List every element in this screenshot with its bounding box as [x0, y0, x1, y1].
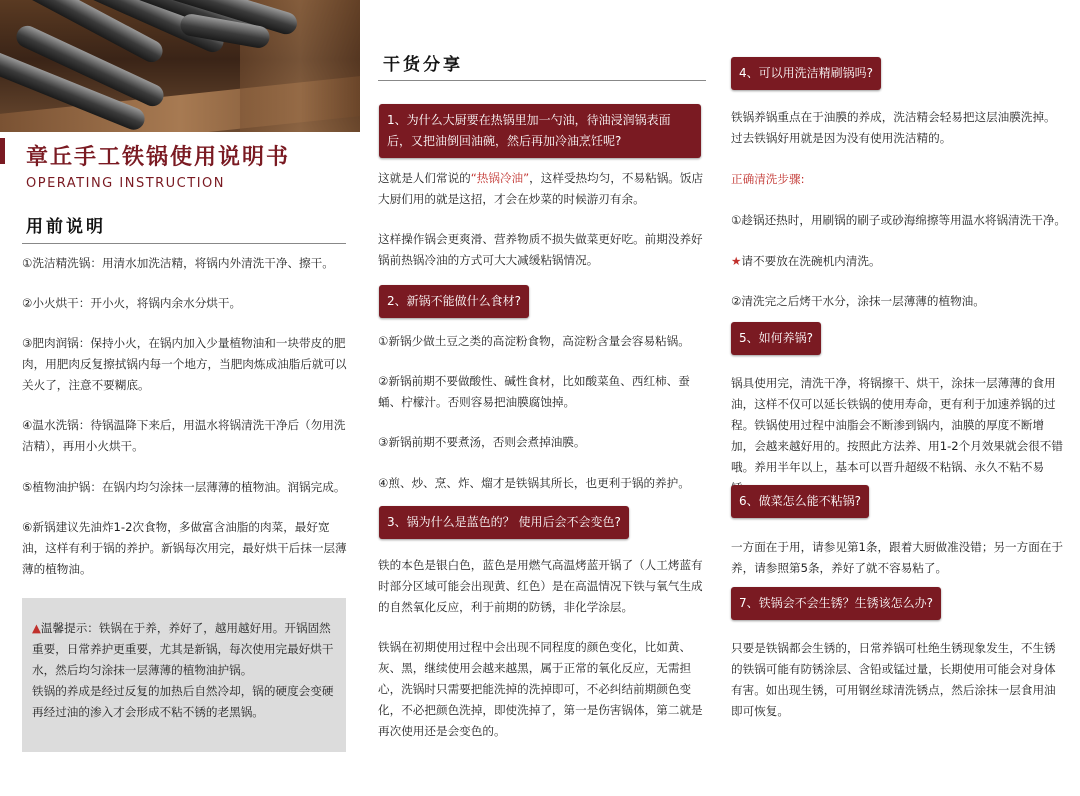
clean-note: ★请不要放在洗碗机内清洗。	[731, 254, 881, 268]
hero-photo-hammers	[0, 0, 360, 132]
section-heading-tips: 干货分享	[383, 55, 463, 75]
answer-6: 一方面在于用，请参见第1条，跟着大厨做准没错；另一方面在于养，请参照第5条，养好了就不容易粘了。	[731, 540, 1064, 575]
title-accent-bar	[0, 138, 5, 164]
answer-3-2: 铁锅在初期使用过程中会出现不同程度的颜色变化，比如黄、灰、黑，继续使用会越来越黑，属于正常的氧化反应，无需担心，洗锅时只需要把能洗掉的洗掉即可，不必纠结前期颜色变化，不必把颜色洗掉，即使洗掉了，第一是伤害锅体，第二就是再次使用还是会变色的。	[378, 640, 703, 738]
question-badge-4: 4、可以用洗洁精刷锅吗?	[731, 57, 881, 90]
question-badge-5: 5、如何养锅?	[731, 322, 821, 355]
answer-1: 这就是人们常说的“热锅冷油”，这样受热均匀，不易粘锅。饭店大厨们用的就是这招，才会在炒菜的时候游刃有余。	[378, 171, 704, 206]
highlight-hot-pan-cold-oil: “热锅冷油”	[470, 171, 530, 185]
answer-2-2: ②新锅前期不要做酸性、碱性食材，比如酸菜鱼、西红柿、蚕蛹、柠檬汁。否则容易把油膜腐蚀掉。	[378, 374, 690, 409]
page-title: 章丘手工铁锅使用说明书	[26, 145, 291, 170]
tip-box	[22, 598, 346, 752]
tip-text: ▲温馨提示：铁锅在于养，养好了，越用越好用。开锅固然重要，日常养护更重要，尤其是新锅，每次使用完最好烘干水，然后均匀涂抹一层薄薄的植物油护锅。 铁锅的养成是经过反复的加热后自然冷却，锅的硬度会变硬再经过油的渗入才会形成不粘不锈的老黑锅。	[32, 621, 334, 719]
question-badge-7: 7、铁锅会不会生锈？生锈该怎么办?	[731, 587, 941, 620]
answer-7: 只要是铁锅都会生锈的，日常养锅可杜绝生锈现象发生，不生锈的铁锅可能有防锈涂层、含铅或锰过量，长期使用可能会对身体有害。如出现生锈，可用钢丝球清洗锈点，然后涂抹一层食用油即可恢复。	[731, 641, 1056, 718]
step-3: ③肥肉润锅：保持小火，在锅内加入少量植物油和一块带皮的肥肉，用肥肉反复擦拭锅内每一个地方，当肥肉炼成油脂后就可以关火了，注意不要糊底。	[22, 336, 347, 392]
answer-2-1: ①新锅少做土豆之类的高淀粉食物，高淀粉含量会容易粘锅。	[378, 334, 690, 348]
answer-2-3: ③新锅前期不要煮汤，否则会煮掉油膜。	[378, 435, 586, 449]
clean-steps-title: 正确清洗步骤:	[731, 172, 805, 186]
clean-step-2: ②清洗完之后烤干水分，涂抹一层薄薄的植物油。	[731, 294, 985, 308]
question-badge-6: 6、做菜怎么能不粘锅?	[731, 485, 869, 518]
question-badge-1: 1、为什么大厨要在热锅里加一勺油，待油浸润锅表面后，又把油倒回油碗，然后再加冷油烹饪呢?	[379, 104, 701, 158]
warning-triangle-icon: ▲	[32, 621, 41, 635]
answer-4: 铁锅养锅重点在于油膜的养成，洗洁精会轻易把这层油膜洗掉。过去铁锅好用就是因为没有使用洗洁精的。	[731, 110, 1056, 145]
divider	[378, 80, 706, 81]
answer-3-1: 铁的本色是银白色，蓝色是用燃气高温烤蓝开锅了（人工烤蓝有时部分区域可能会出现黄、红色）是在高温情况下铁与氧气生成的自然氧化反应，利于前期的防锈，非化学涂层。	[378, 558, 703, 614]
step-5: ⑤植物油护锅：在锅内均匀涂抹一层薄薄的植物油。润锅完成。	[22, 480, 346, 494]
step-1: ①洗洁精洗锅：用清水加洗洁精，将锅内外清洗干净、擦干。	[22, 256, 334, 270]
step-2: ②小火烘干：开小火，将锅内余水分烘干。	[22, 296, 242, 310]
tip-text-2: 铁锅的养成是经过反复的加热后自然冷却，锅的硬度会变硬再经过油的渗入才会形成不粘不锈的老黑锅。	[32, 684, 334, 719]
question-badge-2: 2、新锅不能做什么食材?	[379, 285, 529, 318]
section-heading-before-use: 用前说明	[26, 217, 106, 237]
question-badge-3: 3、锅为什么是蓝色的？ 使用后会不会变色?	[379, 506, 629, 539]
step-4: ④温水洗锅：待锅温降下来后，用温水将锅清洗干净后（勿用洗洁精），再用小火烘干。	[22, 418, 346, 453]
clean-step-1: ①趁锅还热时，用刷锅的刷子或砂海绵擦等用温水将锅清洗干净。	[731, 213, 1067, 227]
step-6: ⑥新锅建议先油炸1-2次食物，多做富含油脂的肉菜，最好宽油，这样有利于锅的养护。新锅每次用完，最好烘干后抹一层薄薄的植物油。	[22, 520, 347, 576]
star-icon: ★	[731, 254, 742, 268]
answer-1-2: 这样操作锅会更爽滑、营养物质不损失做菜更好吃。前期没养好锅前热锅冷油的方式可大大减缓粘锅情况。	[378, 232, 703, 267]
page-subtitle: OPERATING INSTRUCTION	[26, 176, 225, 191]
answer-2-4: ④煎、炒、烹、炸、熘才是铁锅其所长，也更利于锅的养护。	[378, 476, 690, 490]
answer-5: 锅具使用完，清洗干净，将锅擦干、烘干，涂抹一层薄薄的食用油，这样不仅可以延长铁锅的使用寿命，更有利于加速养锅的过程。铁锅使用过程中油脂会不断渗到锅内，油膜的厚度不断增加，会越来越好用的。按照此方法养、用1-2个月效果就会很不错哦。养用半年以上，基本可以晋升超级不粘锅、永久不粘不易	[731, 376, 1063, 474]
divider	[22, 243, 346, 244]
